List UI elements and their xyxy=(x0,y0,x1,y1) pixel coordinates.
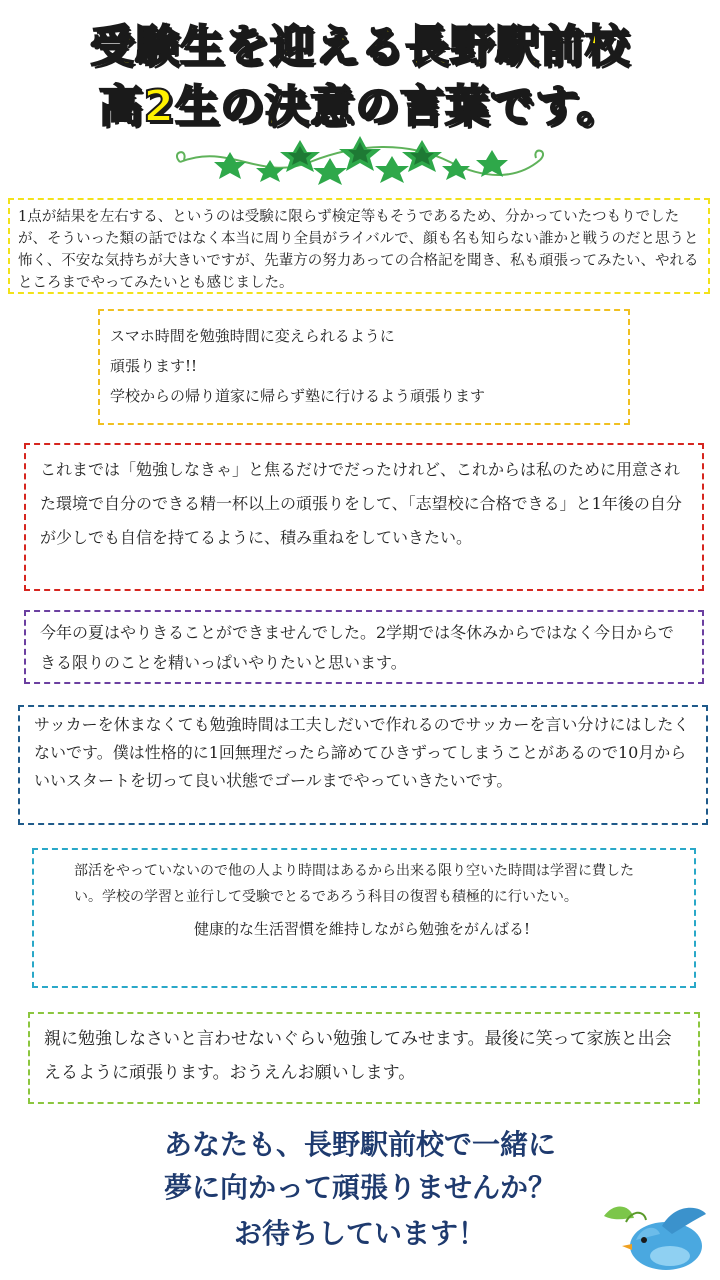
vine-leaves-icon xyxy=(170,132,550,190)
message-text: 部活をやっていないので他の人より時間はあるから出来る限り空いた時間は学習に費したい。学校の学習と並行して受験でとるであろう科目の復習も積極的に行いたい。 xyxy=(74,863,634,905)
message-text: スマホ時間を勉強時間に変えられるように xyxy=(110,327,395,345)
message-card-6 xyxy=(32,848,696,988)
message-card-4 xyxy=(24,610,704,684)
message-card-3 xyxy=(24,443,704,591)
invitation-line3: お待ちしています！ xyxy=(233,1217,486,1250)
message-text: 今年の夏はやりきることができませんでした。2学期では冬休みからではなく今日からできる限りのことを精いっぱいやりたいと思います。 xyxy=(40,623,674,672)
message-text: 親に勉強しなさいと言わせないぐらい勉強してみせます。最後に笑って家族と出会えるように頑張ります。おうえんお願いします。 xyxy=(44,1029,672,1083)
invitation-line1: あなたも、長野駅前校で一緒に xyxy=(163,1128,556,1161)
page-title-line1: 受験生を迎える長野駅前校 xyxy=(90,21,630,72)
message-card-5 xyxy=(18,705,708,825)
message-card-1 xyxy=(8,198,710,294)
message-text: 1点が結果を左右する、というのは受験に限らず検定等もそうであるため、分かっていたつもりでしたが、そういった類の話ではなく本当に周り全員がライバルで、顔も名も知らない誰かと戦うのだと思うと怖く、不安な気持ちが大きいですが、先輩方の努力あっての合格記を聞き、私も頑張ってみたい、やれるところまでやってみたいとも感じました。 xyxy=(18,209,699,291)
message-text: サッカーを休まなくても勉強時間は工夫しだいで作れるのでサッカーを言い分けにはしたくないです。僕は性格的に1回無理だったら諦めてひきずってしまうことがあるので10月からいいスタートを切って良い状態でゴールまでやっていきたいです。 xyxy=(34,715,690,790)
message-text: 頑張ります!! xyxy=(110,357,198,375)
bluebird-icon xyxy=(596,1196,710,1276)
message-text: 学校からの帰り道家に帰らず塾に行けるよう頑張ります xyxy=(110,387,486,405)
invitation-line2: 夢に向かって頑張りませんか？ xyxy=(163,1171,556,1204)
message-text: これまでは「勉強しなきゃ」と焦るだけでだったけれど、これからは私のために用意された環境で自分のできる精一杯以上の頑張りをして、「志望校に合格できる」と1年後の自分が少しでも自信を持てるように、積み重ねをしていきたい。 xyxy=(40,460,682,547)
message-card-7 xyxy=(28,1012,700,1104)
message-text: 健康的な生活習慣を維持しながら勉強をがんばる! xyxy=(194,920,531,938)
message-card-2 xyxy=(98,309,630,425)
page-title-line2: 高2生の決意の言葉です。 xyxy=(98,81,622,132)
